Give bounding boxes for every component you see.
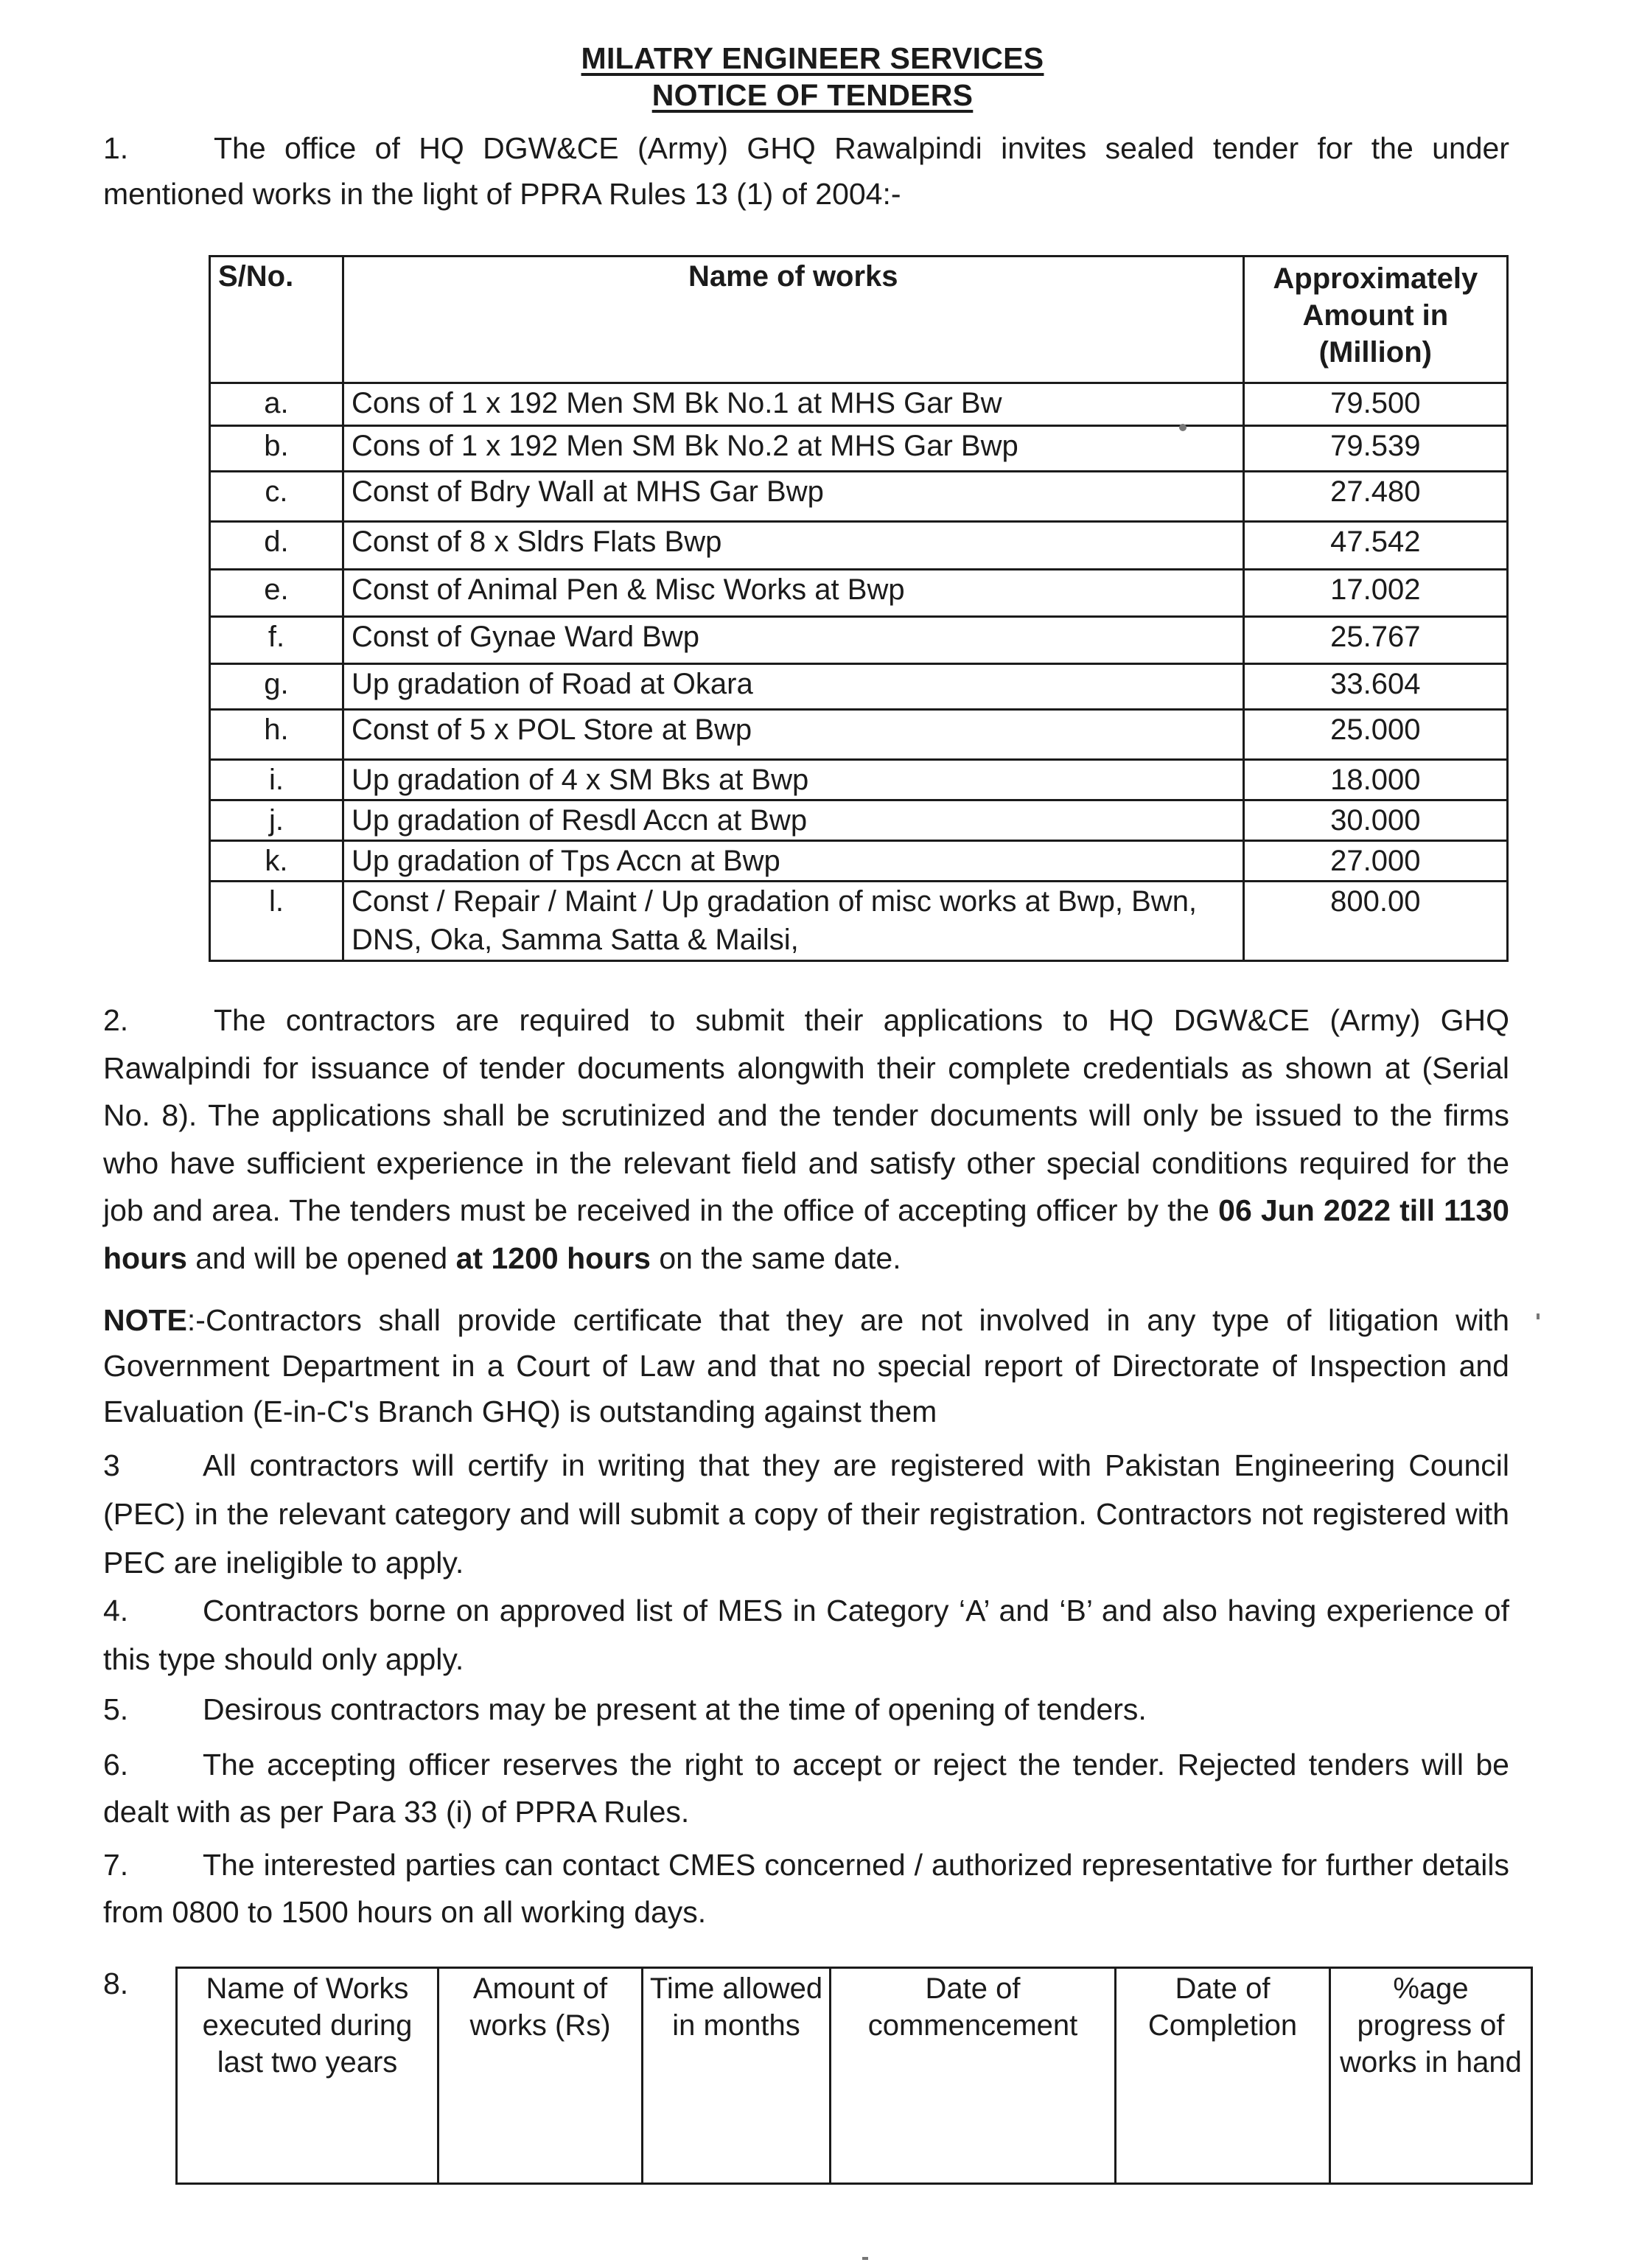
table-header-row: [177, 1968, 1532, 2184]
cell-name: Const of 8 x Sldrs Flats Bwp: [343, 522, 1243, 570]
cell-sno: h.: [210, 710, 343, 760]
paragraph-text: and will be opened: [186, 1241, 456, 1275]
header-percent-progress: %age progress of works in hand: [1330, 1968, 1532, 2184]
paragraph-6: [103, 1741, 1509, 1835]
cell-sno: b.: [210, 426, 343, 472]
paragraph-number: 4.: [103, 1594, 129, 1627]
paragraph-text: The interested parties can contact CMES concerned / authorized representative for further details from 0800 to 1500 hours on all working days.: [103, 1848, 1509, 1929]
header-amount: [1243, 257, 1507, 383]
cell-name: Up gradation of 4 x SM Bks at Bwp: [343, 760, 1243, 800]
table-row: [210, 760, 1508, 800]
header-amount-of-works: Amount of works (Rs): [438, 1968, 643, 2184]
cell-amount: 18.000: [1243, 760, 1507, 800]
table-row: [210, 664, 1508, 710]
table-row: [210, 522, 1508, 570]
cell-sno: g.: [210, 664, 343, 710]
header-amount-line: (Million): [1318, 336, 1432, 369]
paragraph-3: [103, 1441, 1509, 1587]
table-header-row: [210, 257, 1508, 383]
note-paragraph: [103, 1297, 1509, 1434]
paragraph-text: Desirous contractors may be present at the time of opening of tenders.: [203, 1692, 1147, 1726]
paragraph-text: The contractors are required to submit their applications to HQ DGW&CE (Army) GHQ Rawalpindi for issuance of tender documents alongwith their complete credentials as shown at (Serial No. 8). The applications shall be scrutinized and the tender documents will only be issued to the firms who have sufficient experience in the relevant field and satisfy other special conditions required for the job and area. The tenders must be received in the office of accepting officer by the: [103, 1003, 1509, 1227]
table-row: [210, 841, 1508, 882]
paragraph-text: The accepting officer reserves the right to accept or reject the tender. Rejected tenders will be dealt with as per Para 33 (i) of PPRA Rules.: [103, 1748, 1509, 1829]
credentials-table: [175, 1967, 1533, 2185]
cell-name: Up gradation of Tps Accn at Bwp: [343, 841, 1243, 882]
paragraph-2: [103, 997, 1509, 1282]
table-row: [210, 617, 1508, 664]
paragraph-7: [103, 1841, 1509, 1936]
header-sno: S/No.: [210, 257, 343, 383]
cell-amount: 27.480: [1243, 472, 1507, 522]
paragraph-number: 1.: [103, 131, 129, 165]
table-row: [210, 383, 1508, 426]
cell-name: Up gradation of Road at Okara: [343, 664, 1243, 710]
doc-title: MILATRY ENGINEER SERVICES: [581, 41, 1044, 75]
paragraph-1: [103, 125, 1509, 217]
paragraph-number: 7.: [103, 1848, 129, 1882]
cell-amount: 47.542: [1243, 522, 1507, 570]
paragraph-5: [103, 1686, 1509, 1732]
header-date-completion: Date of Completion: [1116, 1968, 1330, 2184]
cell-name: Up gradation of Resdl Accn at Bwp: [343, 800, 1243, 841]
cell-name: Const of Gynae Ward Bwp: [343, 617, 1243, 664]
cell-amount: 800.00: [1243, 882, 1507, 961]
paragraph-text: Contractors borne on approved list of MES in Category ‘A’ and ‘B’ and also having experience of this type should only apply.: [103, 1594, 1509, 1676]
paragraph-text: All contractors will certify in writing that they are registered with Pakistan Engineering Council (PEC) in the relevant category and will submit a copy of their registration. Contractors not registered with PEC are ineligible to apply.: [103, 1448, 1509, 1580]
cell-sno: l.: [210, 882, 343, 961]
paragraph-number: 3: [103, 1448, 120, 1482]
note-text: :-Contractors shall provide certificate that they are not involved in any type of litigation with Government Department in a Court of Law and that no special report of Directorate of Inspection and Evaluation (E-in-C's Branch GHQ) is outstanding against them: [103, 1303, 1509, 1428]
cell-amount: 33.604: [1243, 664, 1507, 710]
cell-amount: 27.000: [1243, 841, 1507, 882]
submission-deadline: 06 Jun 2022 till 1130 hours: [103, 1193, 1509, 1275]
table-row: [210, 710, 1508, 760]
works-table: [209, 255, 1509, 962]
cell-name: Const / Repair / Maint / Up gradation of misc works at Bwp, Bwn, DNS, Oka, Samma Satta & Mailsi,: [343, 882, 1243, 961]
paragraph-8-number: 8.: [103, 1967, 129, 2000]
cell-amount: 79.500: [1243, 383, 1507, 426]
cell-sno: e.: [210, 570, 343, 617]
table-row: [210, 426, 1508, 472]
paragraph-number: 2.: [103, 1003, 129, 1037]
cell-name: Cons of 1 x 192 Men SM Bk No.2 at MHS Gar Bwp: [343, 426, 1243, 472]
cell-sno: j.: [210, 800, 343, 841]
paragraph-number: 6.: [103, 1748, 129, 1782]
header-time-allowed: Time allowed in months: [643, 1968, 831, 2184]
opening-time: at 1200 hours: [455, 1241, 651, 1275]
cell-name: Cons of 1 x 192 Men SM Bk No.1 at MHS Gar Bw: [343, 383, 1243, 426]
paragraph-4: [103, 1586, 1509, 1683]
cell-sno: d.: [210, 522, 343, 570]
paragraph-text: The office of HQ DGW&CE (Army) GHQ Rawalpindi invites sealed tender for the under mentioned works in the light of PPRA Rules 13 (1) of 2004:-: [103, 131, 1509, 211]
header-works-executed: Name of Works executed during last two years: [177, 1968, 438, 2184]
cell-amount: 30.000: [1243, 800, 1507, 841]
paragraph-number: 5.: [103, 1692, 129, 1726]
cell-sno: c.: [210, 472, 343, 522]
cell-sno: a.: [210, 383, 343, 426]
cell-amount: 25.000: [1243, 710, 1507, 760]
table-row: [210, 570, 1508, 617]
header-amount-line: Amount in: [1302, 299, 1449, 332]
cell-sno: k.: [210, 841, 343, 882]
cell-amount: 79.539: [1243, 426, 1507, 472]
cell-amount: 17.002: [1243, 570, 1507, 617]
doc-subtitle: NOTICE OF TENDERS: [651, 78, 974, 112]
scan-speck: [1537, 1313, 1540, 1319]
scan-speck: [1179, 424, 1187, 431]
cell-sno: f.: [210, 617, 343, 664]
cell-name: Const of 5 x POL Store at Bwp: [343, 710, 1243, 760]
cell-sno: i.: [210, 760, 343, 800]
table-row: [210, 800, 1508, 841]
table-row: [210, 882, 1508, 961]
paragraph-text: on the same date.: [650, 1241, 901, 1275]
note-label: NOTE: [103, 1303, 187, 1337]
cell-amount: 25.767: [1243, 617, 1507, 664]
header-name-of-works: Name of works: [343, 257, 1243, 383]
scan-speck: [862, 2257, 868, 2260]
cell-name: Const of Bdry Wall at MHS Gar Bwp: [343, 472, 1243, 522]
cell-name: Const of Animal Pen & Misc Works at Bwp: [343, 570, 1243, 617]
header-amount-line: Approximately: [1273, 262, 1478, 295]
header-date-commencement: Date of commencement: [831, 1968, 1116, 2184]
table-row: [210, 472, 1508, 522]
